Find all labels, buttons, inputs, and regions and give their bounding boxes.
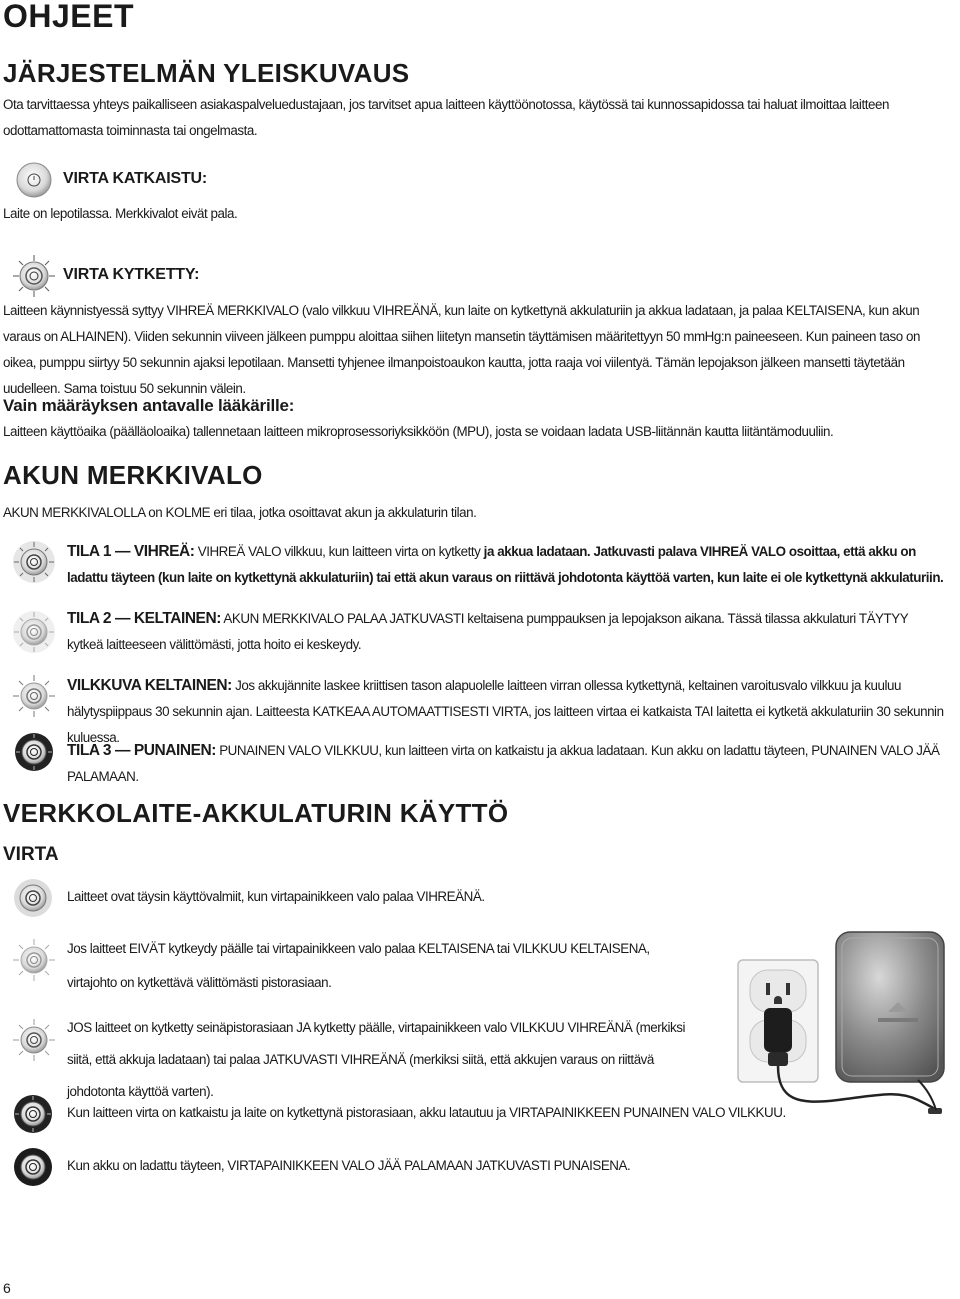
charger-item-4: Kun laitteen virta on katkaistu ja laite on kytkettynä pistorasiaan, akku latautuu ja VIRTAPAINIKKEEN PUNAINEN VALO VILKKUU. bbox=[67, 1105, 786, 1120]
battery-intro: AKUN MERKKIVALOLLA on KOLME eri tilaa, jotka osoittavat akun ja akkulaturin tilan. bbox=[3, 505, 477, 520]
power-glow-icon bbox=[12, 877, 54, 919]
power-dark-icon bbox=[12, 1093, 54, 1135]
physician-title: Vain määräyksen antavalle lääkärille: bbox=[3, 396, 295, 415]
battery-state-1-text: VIHREÄ VALO vilkkuu, kun laitteen virta on kytketty bbox=[194, 544, 484, 559]
charger-item-3: JOS laitteet on kytketty seinäpistorasiaan JA kytketty päälle, virtapainikkeen valo VILKKUU VIHREÄNÄ (merkiksi siitä, että akkuja ladataan) tai palaa JATKUVASTI VIHREÄNÄ (merkiksi siitä, että akkujen varaus on riittävä johdotonta käyttöä varten). bbox=[67, 1020, 686, 1099]
charger-heading: VERKKOLAITE-AKKULATURIN KÄYTTÖ bbox=[3, 798, 509, 828]
page-title: OHJEET bbox=[3, 0, 135, 34]
page-number: 6 bbox=[3, 1280, 11, 1296]
charger-item-1: Laitteet ovat täysin käyttövalmiit, kun virtapainikkeen valo palaa VIHREÄNÄ. bbox=[67, 889, 485, 904]
battery-state-blink-label: VILKKUVA KELTAINEN: bbox=[67, 677, 232, 694]
battery-state-2 bbox=[67, 606, 947, 658]
battery-state-3-text: PUNAINEN VALO VILKKUU, kun laitteen virta on katkaistu ja akkua ladataan. Kun akku on ladattu täyteen, PUNAINEN VALO JÄÄ PALAMAAN. bbox=[67, 743, 940, 784]
battery-state-1-bold: ja akkua ladataan. Jatkuvasti palava VIHREÄ VALO osoittaa, että akku on ladattu täyteen (kun laite on kytkettynä akkulaturiin) tai että akun varaus on riittävä johdotonta käyttöä varten, kun laite ei ole kytkettynä akkulaturiin. bbox=[67, 544, 944, 585]
power-light-glow-icon bbox=[12, 610, 56, 654]
power-on-title: VIRTA KYTKETTY: bbox=[63, 266, 200, 283]
power-off-icon bbox=[14, 160, 54, 200]
power-on-text: Laitteen käynnistyessä syttyy VIHREÄ MERKKIVALO (valo vilkkuu VIHREÄNÄ, kun laite on kytkettynä akkulaturiin ja akkua ladataan, ja palaa KELTAISENA, kun akun varaus on ALHAINEN). Viiden sekunnin viiveen jälkeen pumppu aloittaa siihen liitetyn mansetin täyttämisen määritettyyn 50 mmHg:n paineeseen. Kun paineen taso on oikea, pumppu siirtyy 50 sekunnin ajaksi lepotilaan. Mansetti tyhjenee ilmanpoistoaukon kautta, jotta raaja voi viilentyä. Tämän lepojakson jälkeen mansetti täytetään uudelleen. Sama toistuu 50 sekunnin välein. bbox=[3, 303, 920, 396]
battery-state-blink-text: Jos akkujännite laskee kriittisen tason alapuolelle laitteen virran ollessa kytkettynä, keltainen varoitusvalo vilkkuu ja kuuluu hälytyspiippaus 30 sekunnin ajan. Laitteesta KATKEAA AUTOMAATTISESTI VIRTA, jos laitteen virtaa ei katkaista TAI laitetta ei kytketä akkulaturiin 30 sekunnin kuluessa. bbox=[67, 678, 944, 745]
power-light-glow-icon bbox=[12, 938, 56, 982]
charger-device-illustration bbox=[728, 930, 950, 1126]
overview-heading: JÄRJESTELMÄN YLEISKUVAUS bbox=[3, 58, 410, 88]
battery-heading: AKUN MERKKIVALO bbox=[3, 460, 263, 490]
charger-item-5: Kun akku on ladattu täyteen, VIRTAPAINIKKEEN VALO JÄÄ PALAMAAN JATKUVASTI PUNAISENA. bbox=[67, 1158, 631, 1173]
power-off-title: VIRTA KATKAISTU: bbox=[63, 170, 208, 187]
battery-state-3 bbox=[67, 738, 947, 790]
battery-state-2-label: TILA 2 — KELTAINEN: bbox=[67, 610, 221, 627]
overview-intro: Ota tarvittaessa yhteys paikalliseen asiakaspalveluedustajaan, jos tarvitset apua laitteen käyttöönotossa, käytössä tai kunnossapidossa tai haluat ilmoittaa laitteen odottamattomasta toiminnasta tai ongelmasta. bbox=[3, 97, 889, 138]
battery-state-2-text: AKUN MERKKIVALO PALAA JATKUVASTI keltaisena pumppauksen ja lepojakson aikana. Tässä tilassa akkulaturi TÄYTYY kytkeä laitteeseen välittömästi, jotta hoito ei keskeydy. bbox=[67, 611, 908, 652]
power-dark-icon bbox=[13, 731, 55, 773]
power-off-text: Laite on lepotilassa. Merkkivalot eivät pala. bbox=[3, 206, 238, 221]
power-glow-icon bbox=[12, 1018, 56, 1062]
charger-subheading: VIRTA bbox=[3, 844, 59, 865]
power-glow-icon bbox=[12, 540, 56, 584]
physician-text: Laitteen käyttöaika (päälläoloaika) tallennetaan laitteen mikroprosessoriyksikköön (MPU), josta se voidaan ladata USB-liitännän kautta liitäntämoduuliin. bbox=[3, 424, 834, 439]
power-dark-icon bbox=[12, 1146, 54, 1188]
battery-state-1 bbox=[67, 539, 947, 591]
power-on-glow-icon bbox=[12, 254, 56, 298]
charger-item-2: Jos laitteet EIVÄT kytkeydy päälle tai virtapainikkeen valo palaa KELTAISENA tai VILKKUU KELTAISENA, virtajohto on kytkettävä välittömästi pistorasiaan. bbox=[67, 941, 650, 990]
power-blink-icon bbox=[12, 674, 56, 718]
battery-state-3-label: TILA 3 — PUNAINEN: bbox=[67, 742, 216, 759]
battery-state-1-label: TILA 1 — VIHREÄ: bbox=[67, 543, 195, 560]
